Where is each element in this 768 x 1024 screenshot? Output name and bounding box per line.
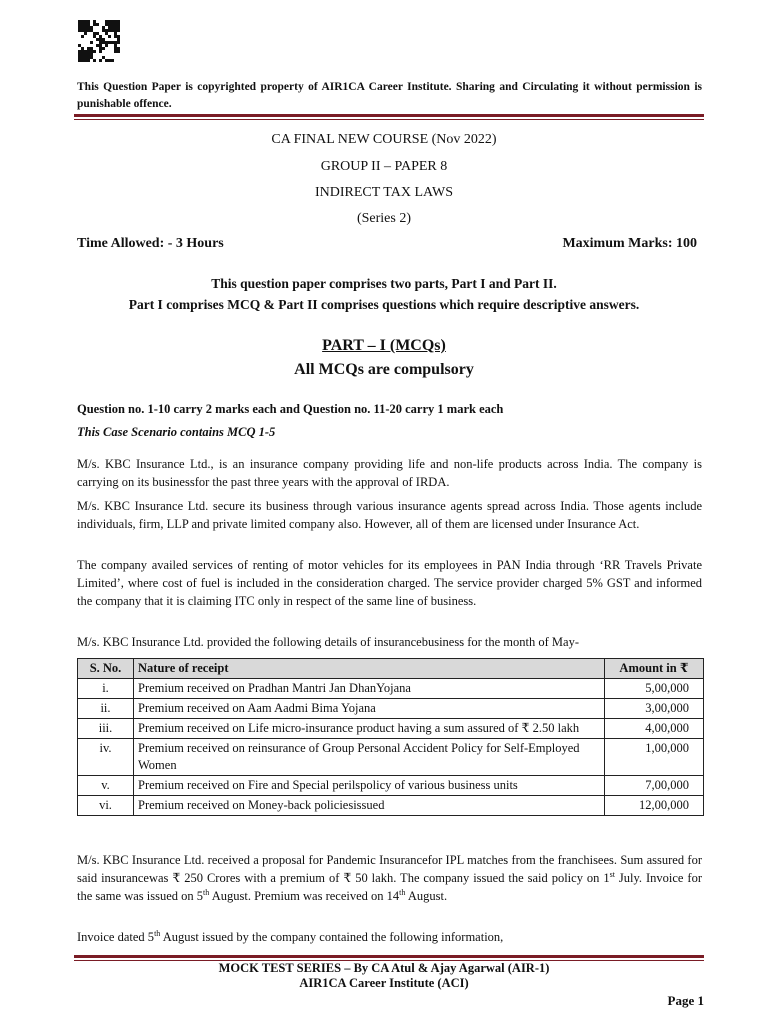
paper-subject: INDIRECT TAX LAWS <box>314 185 453 200</box>
header-divider <box>74 114 704 117</box>
paper-group: GROUP II – PAPER 8 <box>320 159 448 174</box>
p5-text-b: July. Invoice for the same was issued on 5 <box>77 871 702 903</box>
marks-note: Question no. 1-10 carry 2 marks each and Question no. 11-20 carry 1 mark each <box>77 402 504 416</box>
paragraph-motor-vehicles: The company availed services of renting of motor vehicles for its employees in PAN India through ‘RR Travels Private Limited’, where cost of fuel is included in the consideration charged. The service provider charged 5% GST and informed the company that it is claiming ITC only in respect of the same line of business. <box>77 558 702 608</box>
table-header-row <box>78 659 704 679</box>
row-sno: ii. <box>78 699 134 719</box>
p5-text-c: August. Premium was received on 14 <box>209 889 400 903</box>
p5-sup-1: st <box>609 869 615 879</box>
receipts-table <box>77 658 704 816</box>
row-amount: 7,00,000 <box>605 776 704 796</box>
page-number: Page 1 <box>667 993 704 1008</box>
row-amount: 5,00,000 <box>605 679 704 699</box>
maximum-marks: Maximum Marks: 100 <box>562 236 697 251</box>
row-sno: iv. <box>78 739 134 776</box>
course-title: CA FINAL NEW COURSE (Nov 2022) <box>271 132 497 147</box>
table-row <box>78 679 704 699</box>
p5-sup-3: th <box>399 887 406 897</box>
row-amount: 3,00,000 <box>605 699 704 719</box>
paragraph-invoice <box>77 928 702 946</box>
row-nature: Premium received on Fire and Special perilspolicy of various business units <box>134 776 605 796</box>
paragraph-pandemic-insurance <box>77 851 702 905</box>
time-marks-row <box>77 236 697 252</box>
p5-sup-2: th <box>203 887 210 897</box>
copyright-notice: This Question Paper is copyrighted property of AIR1CA Career Institute. Sharing and Circulating it without permission is punishable offence. <box>77 81 702 110</box>
intro-line-1: This question paper comprises two parts, Part I and Part II. <box>211 276 557 291</box>
column-header-sno: S. No. <box>78 659 134 679</box>
table-row <box>78 739 704 776</box>
paragraph-company-intro: M/s. KBC Insurance Ltd., is an insurance company providing life and non-life products across India. The company is carrying on its businessfor the past three years with the approval of IRDA. <box>77 457 702 489</box>
row-nature: Premium received on Pradhan Mantri Jan DhanYojana <box>134 679 605 699</box>
column-header-amount: Amount in ₹ <box>605 659 704 679</box>
footer-line-2: AIR1CA Career Institute (ACI) <box>299 976 469 990</box>
table-row <box>78 699 704 719</box>
row-nature: Premium received on Life micro-insurance product having a sum assured of ₹ 2.50 lakh <box>134 719 605 739</box>
paragraph-agents: M/s. KBC Insurance Ltd. secure its business through various insurance agents spread across India. Those agents include individuals, firm, LLP and private limited company also. However, all of them are licensed under Insurance Act. <box>77 499 702 531</box>
table-row <box>78 719 704 739</box>
row-sno: i. <box>78 679 134 699</box>
row-sno: vi. <box>78 796 134 816</box>
p6-text-a: Invoice dated 5 <box>77 930 155 944</box>
paper-series: (Series 2) <box>356 211 412 226</box>
row-nature: Premium received on reinsurance of Group Personal Accident Policy for Self-Employed Women <box>134 739 605 776</box>
p6-text-b: August issued by the company contained the following information, <box>160 930 504 944</box>
row-amount: 4,00,000 <box>605 719 704 739</box>
row-amount: 1,00,000 <box>605 739 704 776</box>
p5-text-a: M/s. KBC Insurance Ltd. received a proposal for Pandemic Insurancefor IPL matches from the franchisees. Sum assured for said insurancewas ₹ 250 Crores with a premium of ₹ 50 lakh. The company issued the said policy on 1 <box>77 853 702 885</box>
table-row <box>78 776 704 796</box>
table-row <box>78 796 704 816</box>
case-scenario-note: This Case Scenario contains MCQ 1-5 <box>77 425 276 439</box>
footer-line-1: MOCK TEST SERIES – By CA Atul & Ajay Agarwal (AIR-1) <box>218 961 550 975</box>
footer-divider <box>74 955 704 958</box>
p5-text-d: August. <box>405 889 448 903</box>
p6-sup: th <box>154 928 161 938</box>
row-sno: iii. <box>78 719 134 739</box>
header-divider-thin <box>74 119 704 120</box>
column-header-nature: Nature of receipt <box>134 659 605 679</box>
row-sno: v. <box>78 776 134 796</box>
intro-line-2: Part I comprises MCQ & Part II comprises questions which require descriptive answers. <box>128 297 640 312</box>
time-allowed: Time Allowed: - 3 Hours <box>77 236 224 251</box>
row-amount: 12,00,000 <box>605 796 704 816</box>
part-title: PART – I (MCQs) <box>322 337 446 354</box>
part-subtitle: All MCQs are compulsory <box>294 361 474 378</box>
paragraph-business-details: M/s. KBC Insurance Ltd. provided the following details of insurancebusiness for the month of May- <box>77 635 579 649</box>
row-nature: Premium received on Aam Aadmi Bima Yojana <box>134 699 605 719</box>
qr-code-icon <box>78 20 120 62</box>
row-nature: Premium received on Money-back policiesissued <box>134 796 605 816</box>
